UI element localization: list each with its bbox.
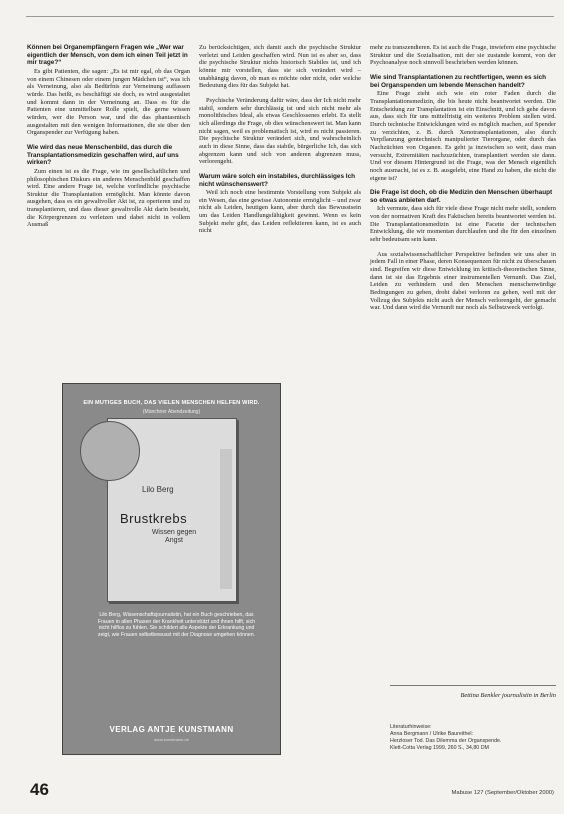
question-heading: Wie wird das neue Menschenbild, das durch die Transplantationsmedizin geschaffen wird, auf uns wirken? (27, 143, 179, 167)
answer-paragraph: Eine Frage zieht sich wie ein roter Faden durch die Transplantationsmedizin, die bis heute nicht beantwortet werden. Die Entscheidung zur Transplantation ist ein Einschnitt, und ich gehe davon aus, dass sich für uns mittelfristig ein weiteres Problem stellen wird. Durch technische Entwicklungen wird es möglich machen, auf Spender zu verzichten, z. B. durch Xenotransplantationen, also durch Verpflanzung gentechnisch manipulierter Tierorgane, oder durch das Nachzüchten von Organen. Es geht ja inzwischen so weit, dass man versucht, Extremitäten nachzuzüchten, transplantiert werden sie dann. Und vor diesem Hintergrund ist die Frage, was der Mensch eigentlich noch ausmacht, ist es z. B. ausgelebt, eine Hand zu haben, die nicht die eigene ist? (370, 90, 556, 182)
book-cover (107, 418, 237, 602)
answer-paragraph: Aus sozialwissenschaftlicher Perspektive befinden wir uns aber in jedem Fall in einer Phase, deren Konsequenzen für nicht zu überschauen sind. Begreifen wir diese Entwicklung im kritisch-theoretischen Sinne, dann ist sie das Ergebnis einer instrumentellen Vernunft. Das Ziel, Leiden zu verhindern und den Menschen menschenwürdige Bedingungen zu geben, droht dabei verloren zu gehen, weil mit der Vollzug des Subjekts nicht auch der Mensch verlorengeht, der gemacht war. Und dann wird die Vernunft nur noch als Selbstzweck verfolgt. (370, 250, 556, 312)
book-photo-strip (220, 449, 232, 589)
publisher-name: VERLAG ANTJE KUNSTMANN (109, 725, 234, 734)
column-1 (27, 44, 190, 236)
column-2 (199, 44, 361, 242)
question-heading: Die Frage ist doch, ob die Medizin den Menschen überhaupt so etwas anbieten darf. (370, 189, 553, 204)
byline-rule (390, 685, 556, 686)
author-byline: Bettina Benkler journalistin in Berlin (460, 692, 556, 699)
literature-line: Klett-Cotta Verlag 1999, 260 S., 34,80 DM (390, 745, 489, 751)
ad-headline: EIN MUTIGES BUCH, DAS VIELEN MENSCHEN HELFEN WIRD. (83, 400, 260, 406)
literature-line: Anna Bergmann / Ulrike Baureithel: (390, 731, 474, 737)
publisher-url: www.kunstmann.de (154, 737, 189, 742)
question-heading: Warum wäre solch ein instabiles, durchlässiges Ich nicht wünschenswert? (199, 172, 356, 188)
answer-paragraph: Weil ich noch eine bestimmte Vorstellung vom Subjekt als ein Wesen, das eine gewisse Autonomie ermöglicht – und zwar nicht als Leiden, heutigen kann, aber durch das Bewusstsein um das Leiden Handlungsfähigkeit gewinnt. Wenn es kein Subjekt mehr gibt, das Leiden reflektieren kann, ist es auch nicht (199, 189, 361, 235)
ad-quote-source: (Münchner Abendzeitung) (142, 409, 201, 415)
answer-paragraph: Es gibt Patienten, die sagen: „Es ist mir egal, ob das Organ von einem Chinesen oder einem jungen Mädchen ist“, was ich als Verneinung, also als Bedürfnis zur Verneinung auffassen würde. Das heißt, es beschäftigt sie doch, es wird ausgestaltet und kommt dann in der Verneinung an. Dass es für die Patienten eine unmittelbare Rolle spielt, die gerne wissen würden, wer die Person war, und die das phantasmisch ausgestalten mit den wenigen Informationen, die sie über den Organspender zur Verfügung haben. (27, 67, 190, 137)
issue-info: Mabuse 127 (September/Oktober 2000) (451, 790, 554, 796)
literature-heading: Literaturhinweise: (390, 724, 432, 730)
literature-line: Herzloser Tod. Das Dilemma der Organspende. (390, 738, 502, 744)
book-title: Brustkrebs (120, 511, 188, 526)
book-advertisement (62, 383, 281, 755)
ad-description: Lilo Berg, Wissenschaftsjournalistin, hat ein Buch geschrieben, das Frauen in allen Phasen der Krankheit unterstützt und ihnen hilft, sich nicht hilflos zu fühlen. Sie schildert alle Aspekte der Erkrankung und zeigt, wie Frauen selbstbewusst mit der Diagnose umgehen können. (97, 612, 256, 638)
page-number: 46 (30, 780, 49, 799)
answer-paragraph: Psychische Veränderung dafür wäre, dass der Ich nicht mehr stabil, sondern sehr durchlässig ist und sich nicht mehr als monolithisches Ideal, als etwas Geschlossenes erlebt. Es stellt sich allerdings die Frage, ob dies wünschenswert ist. Man kann nicht sagen, weil es problematisch ist, wird es nicht passieren. Die psychische Struktur verändert sich, und wahrscheinlich auch in diese Sinne, dass das stabile, bürgerliche Ich, das sich abgrenzen kann und sich von anderen abgrenzen muss, verlorengeht. (199, 96, 361, 166)
column-3 (370, 44, 556, 319)
answer-paragraph: mehr zu transzendieren. Es ist auch die Frage, inwiefern eine psychische Struktur und die Sozialisation, mit der sie zustande kommt, von der Psychoanalyse noch sinnvoll beschrieben werden können. (370, 44, 556, 67)
answer-paragraph: Zum einen ist es die Frage, wie im gesellschaftlichen und philosophischen Diskurs ein anderes Menschenbild geschaffen wird. Eine andere Frage ist, welche vorfindliche psychische Struktur die Transplantation ermöglicht. Man könnte davon ausgehen, dass es ein gewaltvoller Akt ist, zu operieren und zu transplantieren, und dass dieser gewaltvolle Akt darin besteht, die Körpergrenzen zu verletzen und dabei nicht in vollem Ausmaß (27, 167, 190, 229)
book-subtitle: Wissen gegen Angst (151, 529, 197, 544)
literature-note (390, 724, 556, 752)
question-heading: Wie sind Transplantationen zu rechtfertigen, wenn es sich bei Organspenden um lebende Menschen handelt? (370, 73, 547, 89)
cover-sticker (80, 421, 140, 481)
book-author: Lilo Berg (142, 485, 174, 494)
question-heading: Können bei Organempfängern Fragen wie „Wer war eigentlich der Mensch, von dem ich einen Teil jetzt in mir trage?“ (27, 44, 188, 67)
answer-paragraph: Zu berücksichtigen, sich damit auch die psychische Struktur verletzt und Leiden geschaffen wird. Nun ist es aber so, dass die psychische Struktur nichts historisch Stabiles ist, und ich könnte mir vorstellen, dass sie sich verändert wird – unabhängig davon, ob man es möchte oder nicht, oder welche Bedeutung dies für das Subjekt hat. (199, 44, 361, 90)
top-rule (26, 16, 554, 17)
answer-paragraph: Ich vermute, dass sich für viele diese Frage nicht mehr stellt, sondern von der normativen Kraft des Faktischen bereits beantwortet werden ist. Die Transplantationsmedizin ist eine Facette der technischen Entwicklung, die wir momentan durchlaufen und die für den einzelnen sehr bedeutsam sein kann. (370, 205, 556, 244)
